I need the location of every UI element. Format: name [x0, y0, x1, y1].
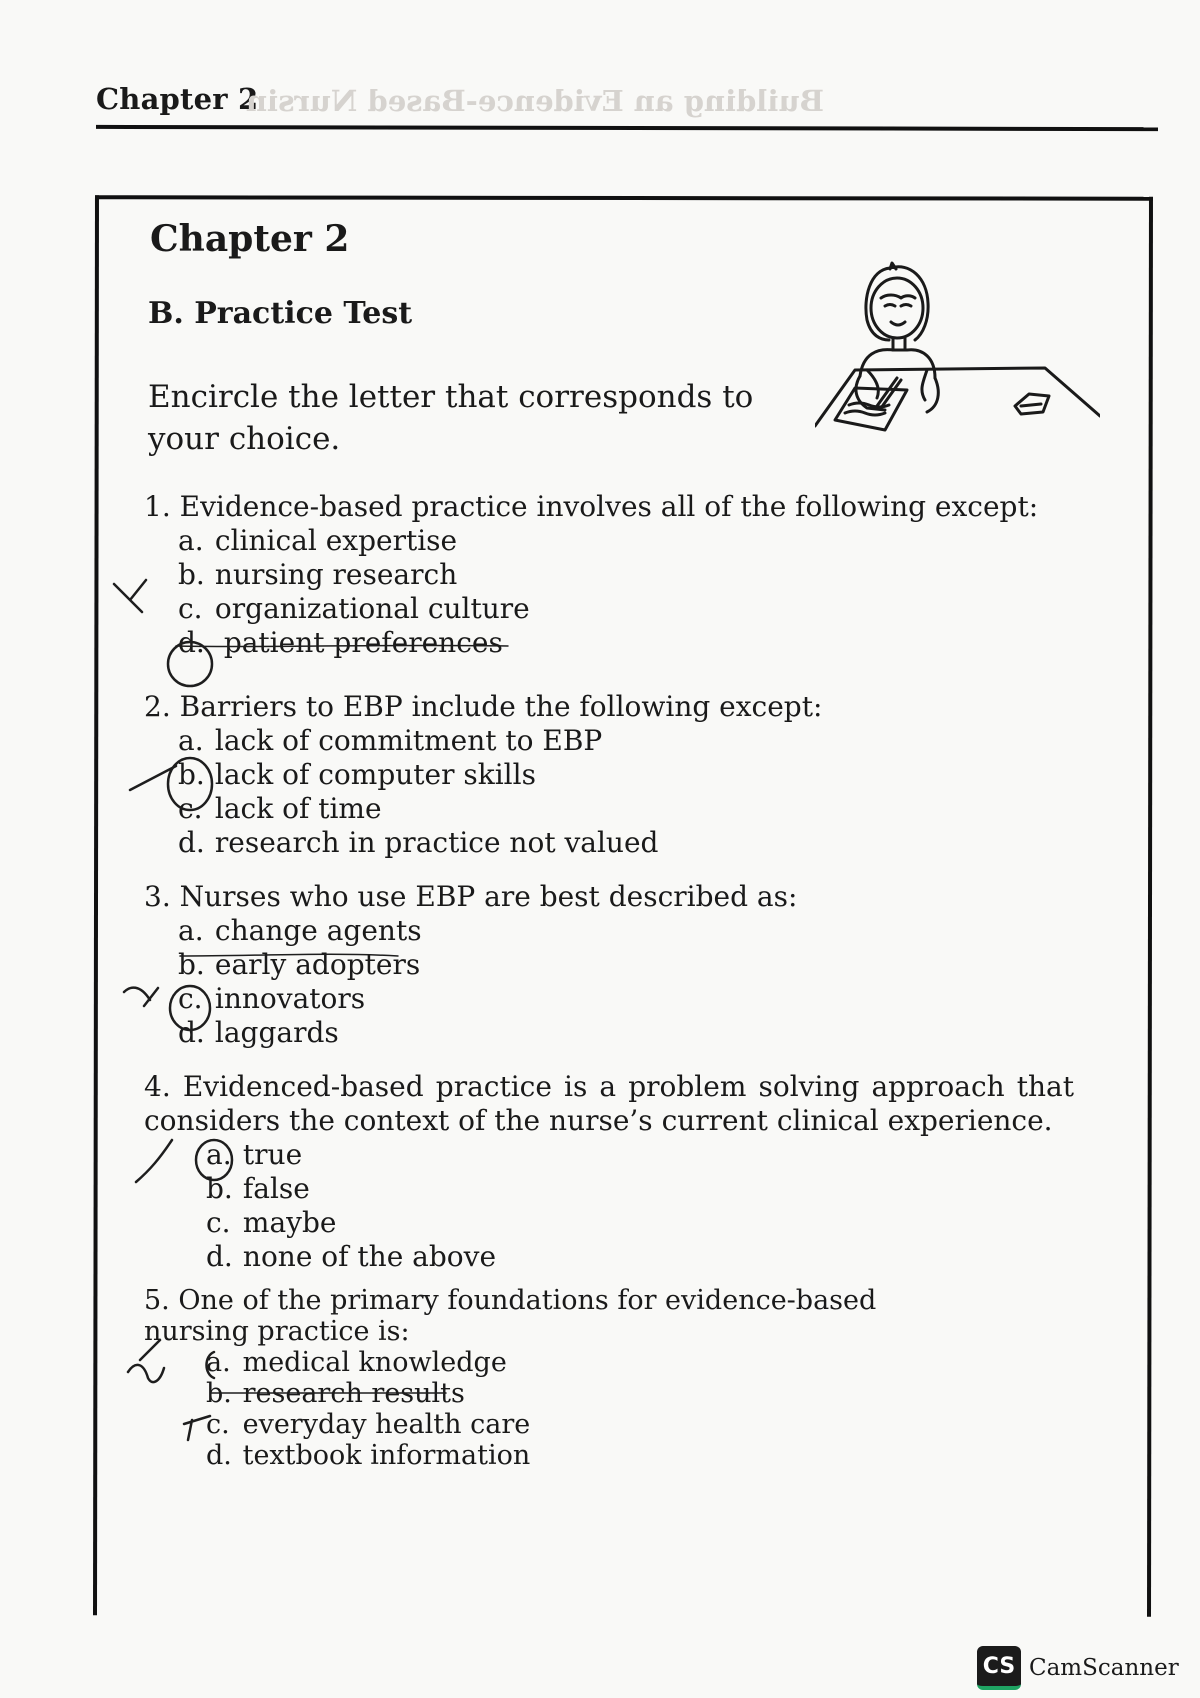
option-5d[interactable]: d. textbook information	[206, 1440, 531, 1471]
option-2a[interactable]: a. lack of commitment to EBP	[178, 724, 603, 757]
question-stem: 1. Evidence-based practice involves all of the following except:	[144, 490, 1039, 523]
option-4c[interactable]: c. maybe	[206, 1206, 337, 1239]
question-1	[144, 490, 1038, 660]
question-5	[144, 1285, 974, 1471]
option-3b[interactable]: b. early adopters	[178, 948, 421, 981]
options-list	[206, 1138, 1074, 1274]
student-writing-icon	[815, 258, 1100, 478]
section-subtitle: B. Practice Test	[148, 296, 413, 331]
question-stem: 2. Barriers to EBP include the following except:	[144, 690, 823, 723]
options-list	[178, 724, 822, 860]
option-5b[interactable]: b. research results	[206, 1378, 465, 1409]
option-4a[interactable]: a. true	[206, 1138, 303, 1171]
option-1d[interactable]: d. patient preferences	[178, 626, 503, 659]
options-list	[178, 914, 797, 1050]
question-stem: 5. One of the primary foundations for evidence-based nursing practice is:	[144, 1285, 877, 1347]
question-4	[144, 1070, 1074, 1274]
option-5a[interactable]: a. medical knowledge	[206, 1347, 507, 1378]
camscanner-logo: CS	[977, 1646, 1021, 1690]
section-title: Chapter 2	[150, 218, 350, 260]
options-list	[206, 1347, 974, 1471]
option-1c[interactable]: c. organizational culture	[178, 592, 530, 625]
instructions: Encircle the letter that corresponds to your choice.	[148, 379, 754, 457]
option-5c[interactable]: c. everyday health care	[206, 1409, 531, 1440]
camscanner-brand: CamScanner	[1029, 1655, 1179, 1681]
option-4d[interactable]: d. none of the above	[206, 1240, 497, 1273]
options-list	[178, 524, 1038, 660]
option-3c[interactable]: c. innovators	[178, 982, 366, 1015]
option-3d[interactable]: d. laggards	[178, 1016, 339, 1049]
option-2d[interactable]: d. research in practice not valued	[178, 826, 659, 859]
option-4b[interactable]: b. false	[206, 1172, 310, 1205]
camscanner-watermark	[977, 1645, 1179, 1691]
question-stem: 4. Evidenced-based practice is a problem solving approach that considers the context of the nurse’s current clinical experience.	[144, 1070, 1074, 1137]
header-rule	[96, 125, 1158, 131]
option-1b[interactable]: b. nursing research	[178, 558, 458, 591]
header-chapter-label: Chapter 2	[96, 82, 259, 116]
question-stem: 3. Nurses who use EBP are best described as:	[144, 880, 798, 913]
page-header	[96, 82, 1158, 116]
question-3	[144, 880, 797, 1050]
option-2b[interactable]: b. lack of computer skills	[178, 758, 536, 791]
option-2c[interactable]: c. lack of time	[178, 792, 382, 825]
question-2	[144, 690, 822, 860]
bleed-through-text: Building an Evidence-Based Nursin	[246, 84, 825, 118]
option-1a[interactable]: a. clinical expertise	[178, 524, 458, 557]
option-3a[interactable]: a. change agents	[178, 914, 422, 947]
